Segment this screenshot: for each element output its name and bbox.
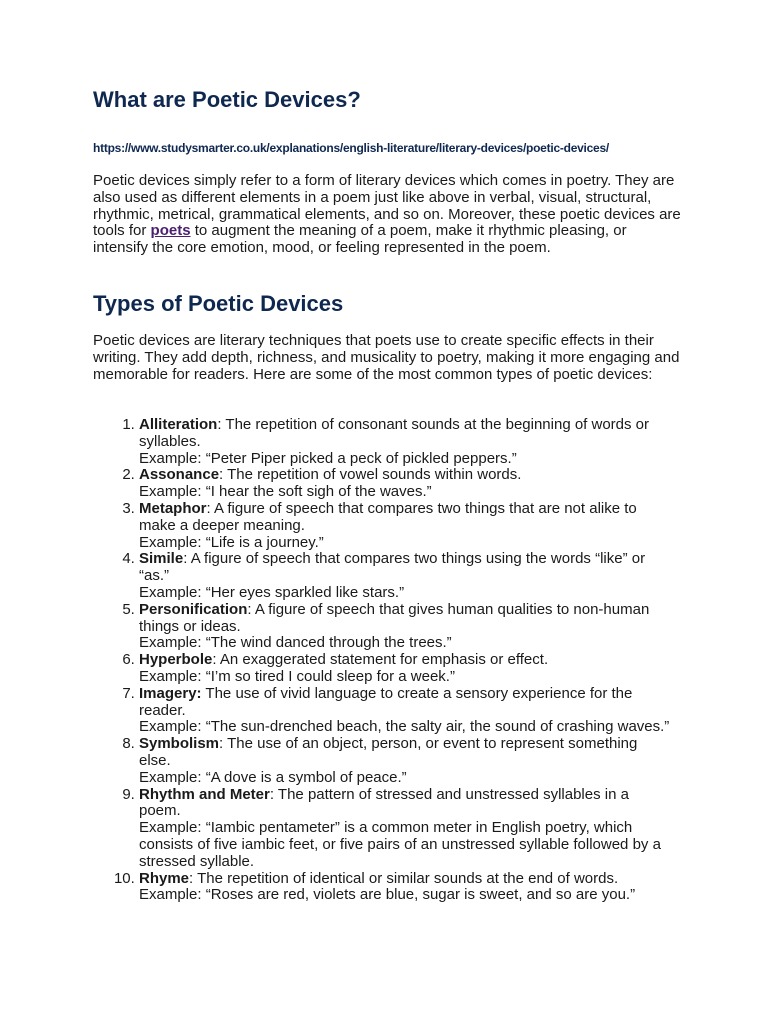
- source-url[interactable]: https://www.studysmarter.co.uk/explanations/english-literature/literary-devices/poetic-devices/: [93, 141, 609, 155]
- device-definition: The use of vivid language to create a sensory experience for the reader.: [139, 684, 633, 719]
- device-example: Example: “The sun-drenched beach, the salty air, the sound of crashing waves.”: [139, 718, 670, 736]
- device-definition: : The repetition of identical or similar sounds at the end of words.: [189, 869, 619, 887]
- intro-paragraph: [93, 173, 683, 257]
- device-term: Assonance: [139, 466, 220, 484]
- device-example: Example: “Peter Piper picked a peck of pickled peppers.”: [139, 449, 517, 467]
- types-heading: Types of Poetic Devices: [93, 291, 344, 316]
- device-definition: : The repetition of vowel sounds within words.: [219, 466, 522, 484]
- device-definition: : A figure of speech that compares two things using the words “like” or “as.”: [139, 550, 646, 585]
- list-item: [139, 686, 673, 736]
- poetic-devices-list: [93, 417, 673, 904]
- device-term: Personification: [139, 600, 248, 618]
- device-definition: : An exaggerated statement for emphasis or effect.: [212, 651, 549, 669]
- intro-text-before-link: Poetic devices simply refer to a form of literary devices which comes in poetry. They are also used as different elements in a poem just like above in verbal, visual, structural, rhythmic, metrical, grammatical elements, and so on. Moreover, these poetic devices are tools for: [93, 172, 681, 240]
- device-term: Imagery:: [139, 684, 202, 702]
- device-term: Metaphor: [139, 499, 207, 517]
- list-item: [139, 602, 673, 652]
- list-item: [139, 736, 673, 786]
- device-term: Symbolism: [139, 735, 220, 753]
- device-term: Alliteration: [139, 416, 218, 433]
- device-example: Example: “I’m so tired I could sleep for a week.”: [139, 667, 455, 685]
- device-example: Example: “Roses are red, violets are blue, sugar is sweet, and so are you.”: [139, 886, 636, 904]
- poets-link[interactable]: poets: [150, 222, 191, 240]
- device-example: Example: “Life is a journey.”: [139, 533, 324, 551]
- device-example: Example: “The wind danced through the trees.”: [139, 634, 452, 652]
- list-item: [139, 467, 673, 501]
- device-definition: : The repetition of consonant sounds at the beginning of words or syllables.: [139, 416, 650, 450]
- device-example: Example: “Her eyes sparkled like stars.”: [139, 583, 405, 601]
- list-item: [139, 652, 673, 686]
- device-term: Hyperbole: [139, 651, 213, 669]
- list-item: [139, 501, 673, 551]
- device-definition: : A figure of speech that compares two things that are not alike to make a deeper meaning.: [139, 499, 637, 534]
- device-definition: : A figure of speech that gives human qualities to non-human things or ideas.: [139, 600, 650, 635]
- device-example: Example: “I hear the soft sigh of the waves.”: [139, 483, 432, 501]
- list-item: [139, 417, 673, 467]
- list-item: [139, 871, 673, 905]
- types-intro-paragraph: Poetic devices are literary techniques that poets use to create specific effects in their writing. They add depth, richness, and musicality to poetry, making it more engaging and memorable for readers. Here are some of the most common types of poetic devices:: [93, 332, 680, 383]
- device-definition: : The use of an object, person, or event to represent something else.: [139, 735, 638, 769]
- device-example: Example: “A dove is a symbol of peace.”: [139, 768, 407, 786]
- list-item: [139, 787, 673, 871]
- device-term: Simile: [139, 550, 184, 568]
- device-term: Rhyme: [139, 869, 190, 887]
- device-definition: : The pattern of stressed and unstressed syllables in a poem.: [139, 785, 629, 820]
- device-term: Rhythm and Meter: [139, 785, 270, 803]
- list-item: [139, 551, 673, 601]
- page-title: What are Poetic Devices?: [93, 87, 361, 112]
- device-example: Example: “Iambic pentameter” is a common meter in English poetry, which consists of five iambic feet, or five pairs of an unstressed syllable followed by a stressed syllable.: [139, 819, 661, 870]
- intro-text-after-link: to augment the meaning of a poem, make it rhythmic pleasing, or intensify the core emotion, mood, or feeling represented in the poem.: [93, 222, 627, 257]
